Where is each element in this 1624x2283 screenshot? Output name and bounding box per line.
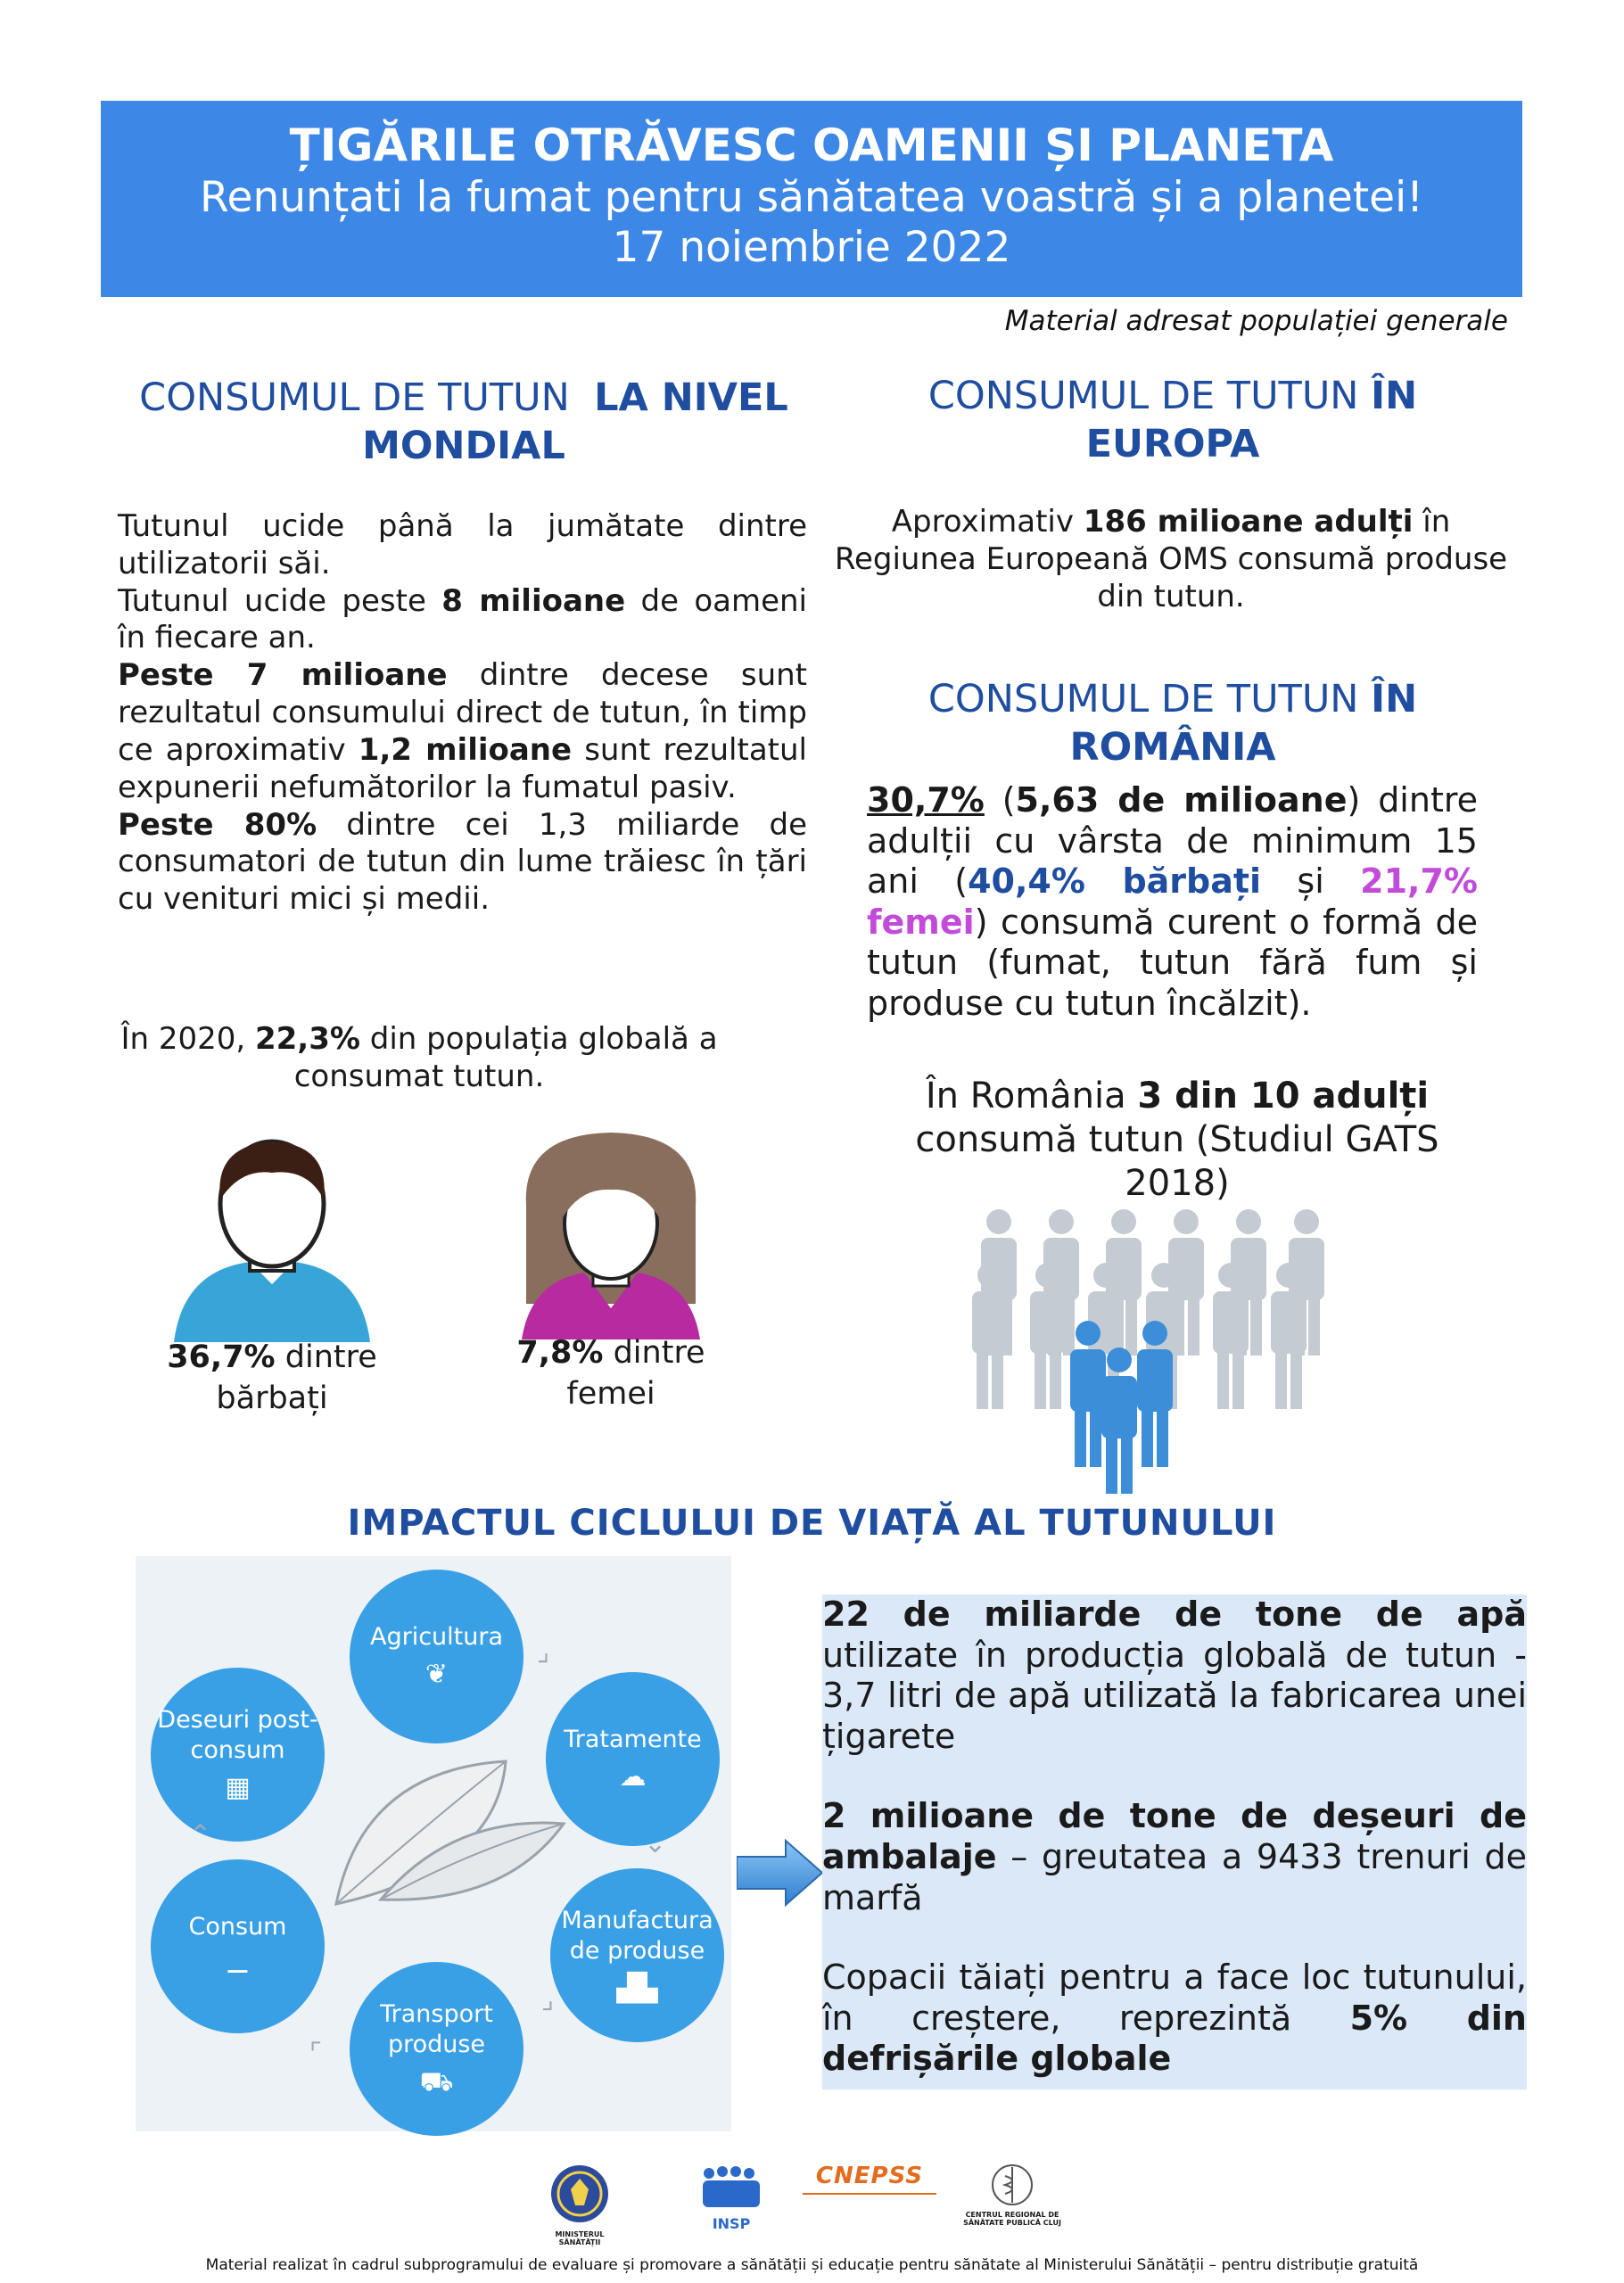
insp-people-icon: [696, 2163, 767, 2212]
impact-section-title: IMPACTUL CICLULUI DE VIAȚĂ AL TUTUNULUI: [347, 1503, 1277, 1544]
factory-icon: ▟▙: [616, 1972, 658, 2004]
logo-insp: INSP: [691, 2163, 771, 2232]
tobacco-leaf-icon: [327, 1752, 568, 1913]
woman-icon: [513, 1125, 709, 1339]
chevron-right-icon: ⌟: [537, 1636, 550, 1668]
chevron-down-icon: ⌄: [644, 1828, 667, 1859]
node-transport: Transport produse ⛟: [350, 1962, 523, 2136]
government-seal-icon: [548, 2163, 611, 2225]
romania-section-title: CONSUMUL DE TUTUN ÎN ROMÂNIA: [927, 677, 1418, 770]
node-agricultura: Agricultura ❦: [350, 1570, 523, 1743]
header-banner: [101, 101, 1522, 297]
footer-note: Material realizat în cadrul subprogramului de evaluare și promovare a sănătății și educație pentru sănătate al Ministerului Sănătății – pentru distribuție gratuită: [205, 2256, 1419, 2274]
node-consum: Consum ⚊: [151, 1859, 325, 2033]
page-date: 17 noiembrie 2022: [612, 222, 1011, 272]
node-manufactura: Manufactura de produse ▟▙: [550, 1868, 724, 2042]
cigarette-icon: ⚊: [226, 1948, 250, 1980]
arrow-right-icon: [737, 1837, 826, 1908]
audience-note: Material adresat populației generale: [1004, 305, 1508, 337]
world-fact-3: Peste 7 milioane dintre decese sunt rezultatul consumului direct de tutun, în timp ce aproximativ 1,2 milioane sunt rezultatul expunerii nefumătorilor la fumatul pasiv.: [118, 657, 807, 805]
men-caption: 36,7% dintre bărbați: [167, 1339, 377, 1416]
logo-crsp-cluj: CENTRUL REGIONAL DE SĂNĂTATE PUBLICĂ CLUJ: [959, 2163, 1066, 2227]
impact-facts: [822, 1595, 1527, 2089]
chevron-left-icon: ⌟: [541, 1984, 555, 2015]
leaf-icon: ❦: [425, 1658, 449, 1690]
logo-ministerul-sanatatii: MINISTERUL SĂNĂTĂȚII: [544, 2163, 615, 2246]
caduceus-icon: [985, 2163, 1039, 2207]
world-fact-4: Peste 80% dintre cei 1,3 miliarde de consumatori de tutun din lume trăiesc în țări cu venituri mici și medii.: [118, 806, 807, 918]
crowd-icon: [972, 1204, 1329, 1498]
fact-water: 22 de miliarde de tone de apă utilizate în producția globală de tutun - 3,7 litri de apă utilizată la fabricarea unei țigarete: [822, 1595, 1527, 1756]
chevron-up-icon: ⌃: [189, 1819, 212, 1850]
world-section-title: CONSUMUL DE TUTUN LA NIVEL MONDIAL: [139, 375, 788, 468]
page-title: ȚIGĂRILE OTRĂVESC OAMENII ȘI PLANETA: [289, 120, 1334, 171]
europe-section-title: CONSUMUL DE TUTUN ÎN EUROPA: [927, 374, 1418, 466]
page-subtitle: Renunțati la fumat pentru sănătatea voastră și a planetei!: [200, 172, 1423, 222]
lifecycle-diagram: [136, 1556, 731, 2131]
cloud-icon: ☁: [619, 1760, 647, 1793]
global-consumption-text: În 2020, 22,3% din populația globală a consumat tutun.: [120, 1021, 718, 1094]
world-fact-2: Tutunul ucide peste 8 milioane de oameni în fiecare an.: [118, 582, 807, 656]
world-facts: [118, 508, 807, 919]
trash-icon: ▦: [225, 1771, 251, 1803]
world-fact-1: Tutunul ucide până la jumătate dintre utilizatorii săi.: [118, 508, 807, 581]
node-deseuri: Deseuri post-consum ▦: [151, 1668, 325, 1842]
logo-cnepss: CNEPSS: [803, 2163, 936, 2205]
chevron-left-icon: ⌜: [309, 2038, 323, 2069]
man-icon: [174, 1128, 370, 1342]
europe-text: Aproximativ 186 milioane adulți în Regiunea Europeană OMS consumă produse din tutun.: [834, 504, 1508, 614]
node-tratamente: Tratamente ☁: [546, 1672, 720, 1846]
romania-text: 30,7% (5,63 de milioane) dintre adulții cu vârsta de minimum 15 ani (40,4% bărbați și 21,7% femei) consumă curent o formă de tutun (fumat, tutun fără fum și produse cu tutun încălzit).: [867, 780, 1479, 1023]
gats-text: În România 3 din 10 adulți consumă tutun (Studiul GATS 2018): [915, 1076, 1439, 1204]
fact-deforestation: Copacii tăiați pentru a face loc tutunului, în creștere, reprezintă 5% din defrișările globale: [822, 1957, 1527, 2079]
fact-waste: 2 milioane de tone de deșeuri de ambalaje – greutatea a 9433 trenuri de marfă: [822, 1796, 1527, 1917]
women-caption: 7,8% dintre femei: [516, 1335, 705, 1412]
truck-icon: ⛟: [419, 2065, 454, 2098]
